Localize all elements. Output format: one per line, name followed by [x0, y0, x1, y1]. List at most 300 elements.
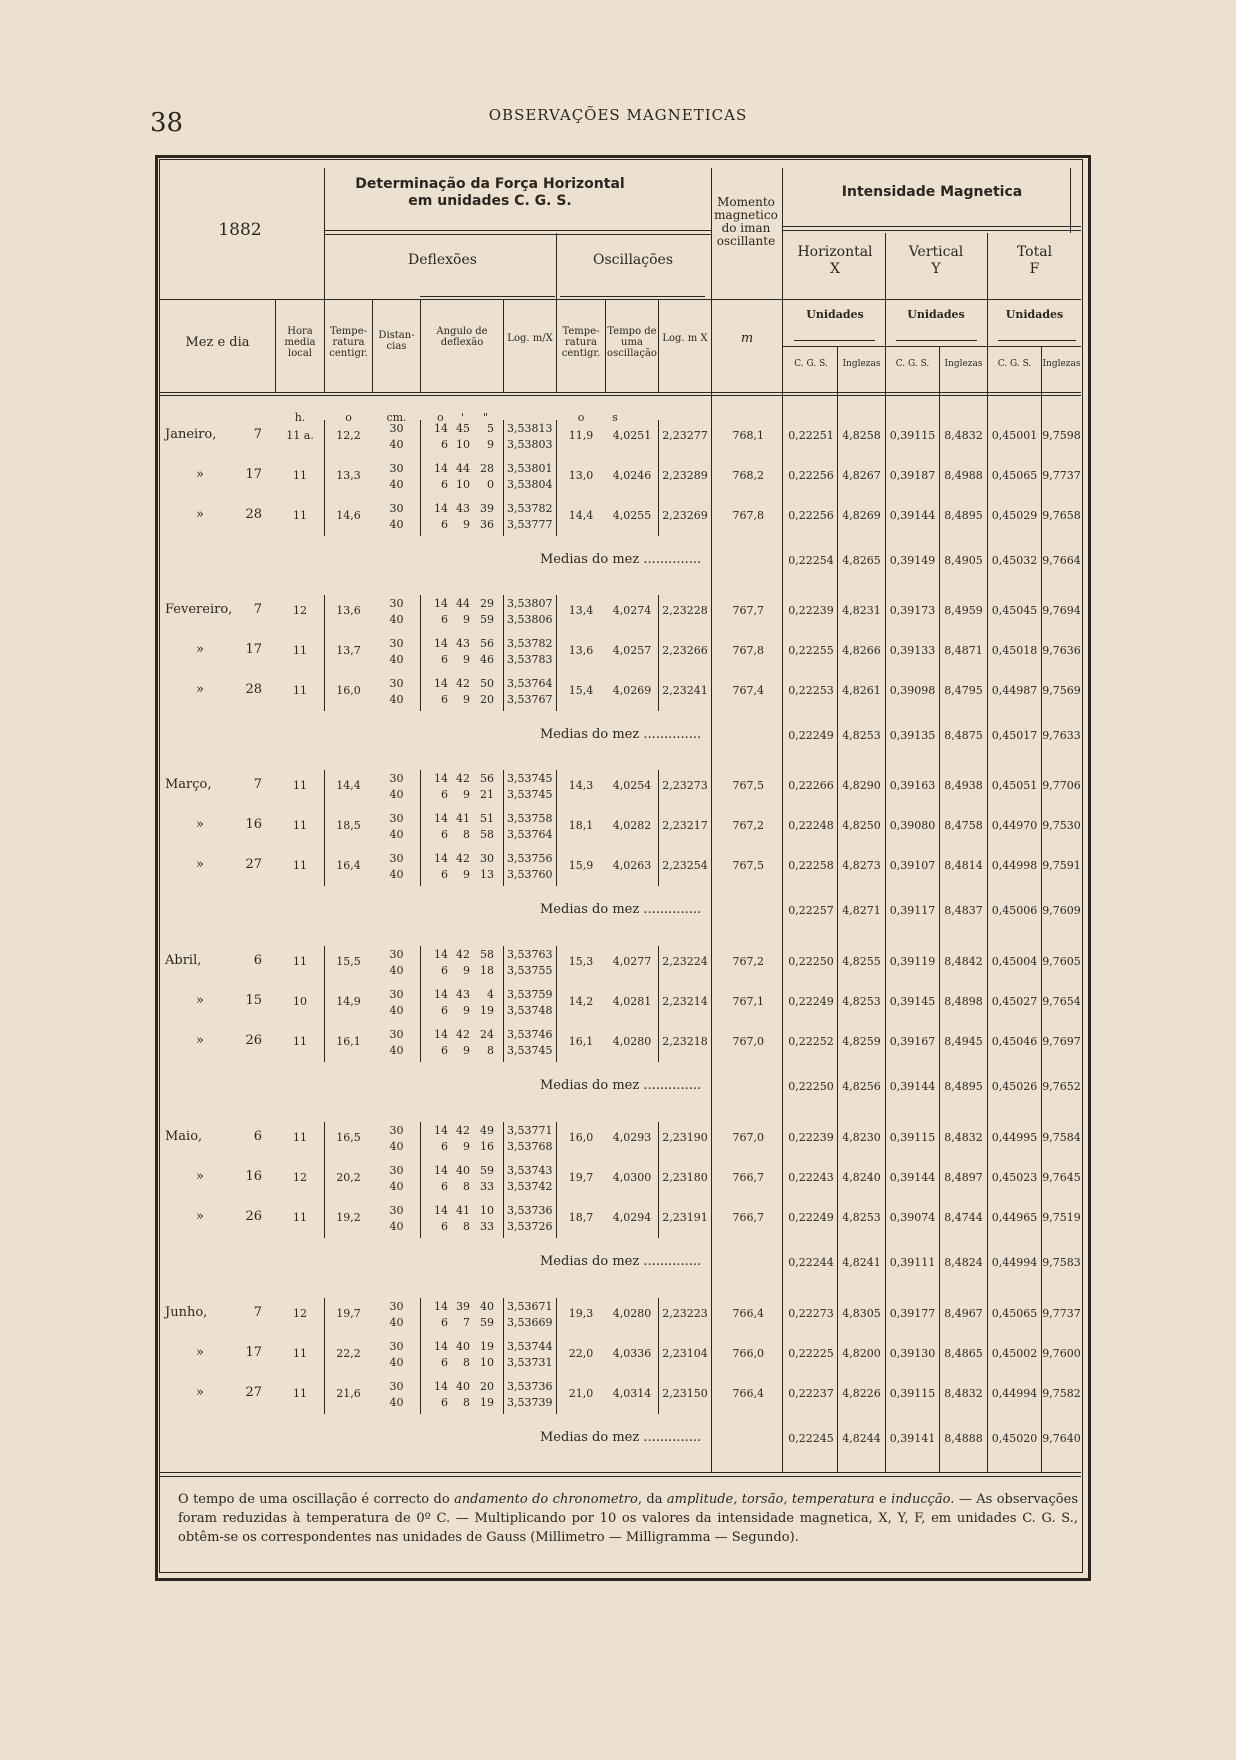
ang-sec: 50	[480, 677, 494, 690]
vertical-name: Vertical	[908, 244, 964, 260]
horizontal-sym: X	[830, 261, 840, 277]
dist-40: 40	[389, 1180, 404, 1193]
dist-30: 30	[389, 1380, 404, 1393]
log-m-x: 2,23218	[662, 1035, 708, 1048]
ang-deg: 6	[441, 1044, 448, 1057]
grid-vline	[782, 168, 783, 1472]
ang-deg: 6	[441, 1180, 448, 1193]
log-m-x: 2,23228	[662, 604, 708, 617]
x-inglezas: 4,8305	[842, 1307, 881, 1320]
ang-min: 40	[456, 1380, 470, 1393]
f-cgs: 0,44987	[991, 684, 1038, 697]
day: 16	[245, 1169, 262, 1184]
footnote-text-1: O tempo de uma oscillação é correcto do	[178, 1492, 455, 1507]
y-inglezas: 8,4865	[944, 1347, 983, 1360]
f-inglezas: 9,7645	[1042, 1171, 1081, 1184]
ang-min: 9	[463, 1004, 470, 1017]
ang-sec: 46	[480, 653, 494, 666]
day: 7	[253, 427, 262, 442]
y-inglezas: 8,4898	[944, 995, 983, 1008]
momento: 767,5	[732, 779, 764, 792]
day: 26	[245, 1209, 262, 1224]
day: 6	[253, 1129, 262, 1144]
footnote-italic-2: amplitude, torsão, temperatura	[666, 1492, 875, 1507]
y-cgs: 0,39163	[889, 779, 936, 792]
medias-f-cgs: 0,45032	[991, 554, 1038, 567]
medias-y-cgs: 0,39141	[889, 1432, 936, 1445]
unit-deg1: o	[345, 411, 352, 424]
y-inglezas: 8,4897	[944, 1171, 983, 1184]
month-vline	[420, 1122, 421, 1238]
hora: 12	[293, 604, 307, 617]
f-cgs: 0,45023	[991, 1171, 1038, 1184]
month-vline	[420, 946, 421, 1062]
ang-deg: 14	[434, 988, 448, 1001]
ang-deg: 6	[441, 788, 448, 801]
month-vline	[503, 595, 504, 711]
f-inglezas: 9,7600	[1042, 1347, 1081, 1360]
total-label	[987, 244, 1082, 278]
ang-sec: 58	[480, 828, 494, 841]
f-cgs: 0,45051	[991, 779, 1038, 792]
month-vline	[503, 1298, 504, 1414]
momento: 768,1	[732, 429, 764, 442]
hora: 11	[293, 1035, 307, 1048]
medias-x-inglezas: 4,8265	[842, 554, 881, 567]
f-cgs: 0,45029	[991, 509, 1038, 522]
month-vline	[420, 420, 421, 536]
f-inglezas: 9,7694	[1042, 604, 1081, 617]
tempo: 4,0246	[612, 469, 652, 482]
x-cgs: 0,22239	[788, 1131, 834, 1144]
temp1: 13,3	[336, 469, 361, 482]
deflexoes-rule	[420, 296, 555, 297]
x-cgs: 0,22255	[788, 644, 834, 657]
temp2: 19,3	[568, 1307, 594, 1320]
grid-vline	[885, 233, 886, 392]
ang-min: 9	[463, 1140, 470, 1153]
ang-sec: 8	[487, 1044, 494, 1057]
temp2: 16,1	[568, 1035, 594, 1048]
log-mx: 3,53745	[507, 1044, 553, 1057]
ditto-mark: »	[196, 1385, 204, 1400]
month-name: Março,	[165, 777, 212, 792]
y-inglezas: 8,4795	[944, 684, 983, 697]
log-mx: 3,53760	[507, 868, 553, 881]
grid-hline	[782, 226, 1081, 227]
ang-sec: 58	[480, 948, 494, 961]
ang-sec: 49	[480, 1124, 494, 1137]
momento: 767,2	[732, 955, 764, 968]
x-inglezas: 4,8230	[842, 1131, 881, 1144]
grid-vline	[372, 300, 373, 392]
ang-min: 43	[456, 988, 470, 1001]
inglezas-f: Inglezas	[1042, 359, 1081, 369]
tempo: 4,0277	[612, 955, 652, 968]
temp1: 15,5	[336, 955, 361, 968]
hora: 11	[293, 819, 307, 832]
ang-min: 10	[456, 478, 470, 491]
ang-deg: 14	[434, 637, 448, 650]
f-inglezas: 9,7569	[1042, 684, 1081, 697]
f-cgs: 0,45046	[991, 1035, 1038, 1048]
y-cgs: 0,39080	[889, 819, 936, 832]
dist-40: 40	[389, 788, 404, 801]
medias-label: Medias do mez ..............	[540, 1254, 702, 1269]
ditto-mark: »	[196, 1169, 204, 1184]
temp2-label: Tempe- ratura centigr.	[561, 326, 601, 359]
grid-hline	[160, 1476, 1081, 1477]
ditto-mark: »	[196, 1033, 204, 1048]
angulo-label: Angulo de deflexão	[436, 326, 488, 348]
momento: 767,8	[732, 509, 764, 522]
page-number: 38	[150, 108, 184, 138]
medias-y-inglezas: 8,4888	[944, 1432, 983, 1445]
medias-f-cgs: 0,45006	[991, 904, 1038, 917]
day: 7	[253, 1305, 262, 1320]
dist-30: 30	[389, 948, 404, 961]
ang-min: 42	[456, 772, 470, 785]
log-m-x: 2,23223	[662, 1307, 708, 1320]
log-mx: 3,53764	[507, 677, 553, 690]
f-inglezas: 9,7605	[1042, 955, 1081, 968]
temp1: 18,5	[336, 819, 361, 832]
log-m-x: 2,23150	[662, 1387, 708, 1400]
medias-x-inglezas: 4,8271	[842, 904, 881, 917]
ang-sec: 13	[480, 868, 494, 881]
running-head: OBSERVAÇÕES MAGNETICAS	[488, 106, 748, 124]
momento: 767,2	[732, 819, 764, 832]
y-cgs: 0,39133	[889, 644, 936, 657]
ditto-mark: »	[196, 1345, 204, 1360]
grid-hline	[998, 340, 1076, 341]
ang-sec: 20	[480, 693, 494, 706]
grid-vline	[605, 300, 606, 392]
hora: 11	[293, 955, 307, 968]
x-inglezas: 4,8231	[842, 604, 881, 617]
x-inglezas: 4,8253	[842, 995, 881, 1008]
ang-deg: 6	[441, 653, 448, 666]
ang-deg: 14	[434, 1028, 448, 1041]
total-sym: F	[1029, 261, 1040, 277]
log-mx: 3,53742	[507, 1180, 553, 1193]
ang-deg: 6	[441, 518, 448, 531]
grid-hline	[794, 340, 875, 341]
ang-sec: 30	[480, 852, 494, 865]
medias-x-cgs: 0,22254	[788, 554, 834, 567]
log-mx: 3,53736	[507, 1380, 553, 1393]
temp2: 22,0	[568, 1347, 594, 1360]
medias-x-inglezas: 4,8253	[842, 729, 881, 742]
x-cgs: 0,22256	[788, 469, 834, 482]
ang-min: 9	[463, 868, 470, 881]
momento: 767,4	[732, 684, 764, 697]
temp1: 13,6	[336, 604, 361, 617]
y-inglezas: 8,4938	[944, 779, 983, 792]
dist-label: Distan- cias	[378, 330, 415, 352]
f-cgs: 0,45002	[991, 1347, 1038, 1360]
horizontal-name: Horizontal	[797, 244, 873, 260]
tempo: 4,0314	[612, 1387, 652, 1400]
dist-40: 40	[389, 1356, 404, 1369]
log-mx: 3,53669	[507, 1316, 553, 1329]
inglezas-x: Inglezas	[842, 359, 881, 369]
day: 28	[245, 507, 262, 522]
temp1: 12,2	[336, 429, 361, 442]
log-m-x: 2,23217	[662, 819, 708, 832]
momento: 766,0	[732, 1347, 764, 1360]
y-cgs: 0,39167	[889, 1035, 936, 1048]
momento: 766,7	[732, 1171, 764, 1184]
ditto-mark: »	[196, 993, 204, 1008]
log-mx: 3,53767	[507, 693, 553, 706]
ang-min: 8	[463, 1356, 470, 1369]
y-cgs: 0,39145	[889, 995, 936, 1008]
f-inglezas: 9,7598	[1042, 429, 1081, 442]
ang-sec: 20	[480, 1380, 494, 1393]
x-inglezas: 4,8255	[842, 955, 881, 968]
dist-30: 30	[389, 772, 404, 785]
medias-label: Medias do mez ..............	[540, 902, 702, 917]
tempo: 4,0255	[612, 509, 652, 522]
momento: 767,0	[732, 1035, 764, 1048]
temp1: 16,4	[336, 859, 361, 872]
log-m-x: 2,23191	[662, 1211, 708, 1224]
y-inglezas: 8,4945	[944, 1035, 983, 1048]
tempo-label: Tempo de uma oscillação	[607, 326, 657, 359]
dist-30: 30	[389, 1300, 404, 1313]
log-mx: 3,53782	[507, 502, 553, 515]
dist-40: 40	[389, 653, 404, 666]
day: 7	[253, 777, 262, 792]
ang-deg: 14	[434, 677, 448, 690]
grid-vline	[324, 168, 325, 392]
hora: 12	[293, 1307, 307, 1320]
temp2: 13,4	[568, 604, 594, 617]
temp1: 14,9	[336, 995, 361, 1008]
x-inglezas: 4,8250	[842, 819, 881, 832]
hora: 11	[293, 644, 307, 657]
hora: 11	[293, 509, 307, 522]
ang-sec: 24	[480, 1028, 494, 1041]
grid-vline	[837, 346, 838, 392]
y-cgs: 0,39144	[889, 1171, 936, 1184]
dist-30: 30	[389, 988, 404, 1001]
ang-min: 7	[463, 1316, 470, 1329]
day: 6	[253, 953, 262, 968]
dist-30: 30	[389, 597, 404, 610]
day: 27	[245, 1385, 262, 1400]
month-name: Junho,	[165, 1305, 208, 1320]
ang-sec: 19	[480, 1340, 494, 1353]
hora: 11	[293, 1211, 307, 1224]
ang-min: 40	[456, 1164, 470, 1177]
footnote-text-2: , da	[637, 1492, 667, 1507]
y-inglezas: 8,4871	[944, 644, 983, 657]
ang-sec: 39	[480, 502, 494, 515]
ang-deg: 6	[441, 1004, 448, 1017]
tempo: 4,0281	[612, 995, 652, 1008]
x-inglezas: 4,8259	[842, 1035, 881, 1048]
ang-min: 42	[456, 1124, 470, 1137]
ang-min: 42	[456, 1028, 470, 1041]
grid-hline	[160, 392, 1081, 393]
log-m-x: 2,23266	[662, 644, 708, 657]
horizontal-label	[785, 244, 885, 278]
log-mx: 3,53813	[507, 422, 553, 435]
y-inglezas: 8,4832	[944, 1387, 983, 1400]
tempo: 4,0251	[612, 429, 652, 442]
dist-40: 40	[389, 868, 404, 881]
dist-40: 40	[389, 478, 404, 491]
momento: 767,7	[732, 604, 764, 617]
log-mx: 3,53759	[507, 988, 553, 1001]
medias-f-inglezas: 9,7652	[1042, 1080, 1081, 1093]
hora: 11	[293, 779, 307, 792]
medias-f-inglezas: 9,7664	[1042, 554, 1081, 567]
unit-ang-deg: o	[437, 411, 444, 424]
medias-y-inglezas: 8,4905	[944, 554, 983, 567]
ang-min: 41	[456, 1204, 470, 1217]
dist-40: 40	[389, 518, 404, 531]
ang-deg: 14	[434, 852, 448, 865]
log-mx: 3,53748	[507, 1004, 553, 1017]
dist-30: 30	[389, 502, 404, 515]
temp1: 16,1	[336, 1035, 361, 1048]
year-label: 1882	[218, 220, 262, 240]
x-cgs: 0,22258	[788, 859, 834, 872]
f-inglezas: 9,7654	[1042, 995, 1081, 1008]
y-cgs: 0,39187	[889, 469, 936, 482]
f-cgs: 0,45065	[991, 1307, 1038, 1320]
footnote-italic-1: andamento do chronometro	[454, 1492, 638, 1507]
ang-deg: 14	[434, 1300, 448, 1313]
ang-deg: 14	[434, 597, 448, 610]
ang-deg: 6	[441, 478, 448, 491]
momento: 767,0	[732, 1131, 764, 1144]
intensidade-label: Intensidade Magnetica	[841, 184, 1023, 200]
f-inglezas: 9,7737	[1042, 469, 1081, 482]
month-vline	[503, 946, 504, 1062]
f-inglezas: 9,7530	[1042, 819, 1081, 832]
ang-min: 8	[463, 1396, 470, 1409]
log-mx: 3,53758	[507, 812, 553, 825]
ang-min: 42	[456, 677, 470, 690]
y-inglezas: 8,4959	[944, 604, 983, 617]
log-m-x: 2,23269	[662, 509, 708, 522]
ang-min: 8	[463, 1180, 470, 1193]
medias-x-cgs: 0,22244	[788, 1256, 834, 1269]
day: 16	[245, 817, 262, 832]
y-inglezas: 8,4832	[944, 429, 983, 442]
x-inglezas: 4,8240	[842, 1171, 881, 1184]
ang-sec: 36	[480, 518, 494, 531]
month-vline	[420, 595, 421, 711]
hora-label: Hora media local	[284, 326, 316, 359]
grid-hline	[324, 230, 711, 231]
log-m-x: 2,23180	[662, 1171, 708, 1184]
ang-deg: 6	[441, 1316, 448, 1329]
det-subtitle: em unidades C. G. S.	[408, 193, 572, 209]
temp1: 14,4	[336, 779, 361, 792]
footnote-text-4: — As observações foram reduzidas à temperatura de 0º C. — Multiplicando por 10 os valores da intensidade magnetica, X, Y, F, em unidades C. G. S., obtêm-se os correspondentes nas unidades de Gauss (Millimetro — Milligramma — Segundo).	[178, 1492, 1078, 1545]
medias-f-inglezas: 9,7583	[1042, 1256, 1081, 1269]
y-inglezas: 8,4895	[944, 509, 983, 522]
ang-deg: 6	[441, 868, 448, 881]
tempo: 4,0257	[612, 644, 652, 657]
grid-vline	[275, 300, 276, 392]
month-name: Maio,	[165, 1129, 203, 1144]
ang-sec: 33	[480, 1180, 494, 1193]
temp2: 16,0	[568, 1131, 594, 1144]
ang-sec: 56	[480, 772, 494, 785]
ditto-mark: »	[196, 1209, 204, 1224]
dist-30: 30	[389, 462, 404, 475]
y-cgs: 0,39119	[889, 955, 936, 968]
log-mx: 3,53803	[507, 438, 553, 451]
grid-hline	[324, 234, 711, 235]
ang-sec: 28	[480, 462, 494, 475]
ang-min: 39	[456, 1300, 470, 1313]
grid-hline	[782, 346, 1081, 347]
temp2: 11,9	[568, 429, 594, 442]
medias-y-inglezas: 8,4837	[944, 904, 983, 917]
f-cgs: 0,45065	[991, 469, 1038, 482]
ang-sec: 21	[480, 788, 494, 801]
medias-y-cgs: 0,39144	[889, 1080, 936, 1093]
f-cgs: 0,45004	[991, 955, 1038, 968]
medias-label: Medias do mez ..............	[540, 1430, 702, 1445]
grid-hline	[160, 395, 1081, 396]
x-cgs: 0,22243	[788, 1171, 834, 1184]
month-name: Abril,	[165, 953, 202, 968]
ang-sec: 4	[487, 988, 494, 1001]
ang-min: 8	[463, 828, 470, 841]
hora: 11	[293, 1347, 307, 1360]
ang-deg: 14	[434, 948, 448, 961]
temp1: 16,0	[336, 684, 361, 697]
x-cgs: 0,22256	[788, 509, 834, 522]
log-mx: 3,53745	[507, 788, 553, 801]
unidades-x: Unidades	[806, 308, 864, 321]
footnote-italic-3: inducção.	[891, 1492, 955, 1507]
day: 26	[245, 1033, 262, 1048]
log-mx: 3,53763	[507, 948, 553, 961]
y-cgs: 0,39173	[889, 604, 936, 617]
f-cgs: 0,45027	[991, 995, 1038, 1008]
oscillacoes-label: Oscillações	[592, 252, 674, 268]
grid-hline	[896, 340, 977, 341]
grid-vline	[658, 300, 659, 392]
unit-h: h.	[294, 411, 306, 424]
cgs-f: C. G. S.	[997, 359, 1032, 369]
ang-min: 45	[456, 422, 470, 435]
f-inglezas: 9,7582	[1042, 1387, 1081, 1400]
temp2: 15,3	[568, 955, 594, 968]
tempo: 4,0282	[612, 819, 652, 832]
dist-40: 40	[389, 1396, 404, 1409]
medias-y-cgs: 0,39149	[889, 554, 936, 567]
temp1: 14,6	[336, 509, 361, 522]
dist-40: 40	[389, 1044, 404, 1057]
ang-sec: 18	[480, 964, 494, 977]
hora: 11	[293, 1387, 307, 1400]
x-cgs: 0,22253	[788, 684, 834, 697]
medias-f-cgs: 0,45026	[991, 1080, 1038, 1093]
momento: 766,7	[732, 1211, 764, 1224]
log-m-x: 2,23289	[662, 469, 708, 482]
medias-y-inglezas: 8,4895	[944, 1080, 983, 1093]
